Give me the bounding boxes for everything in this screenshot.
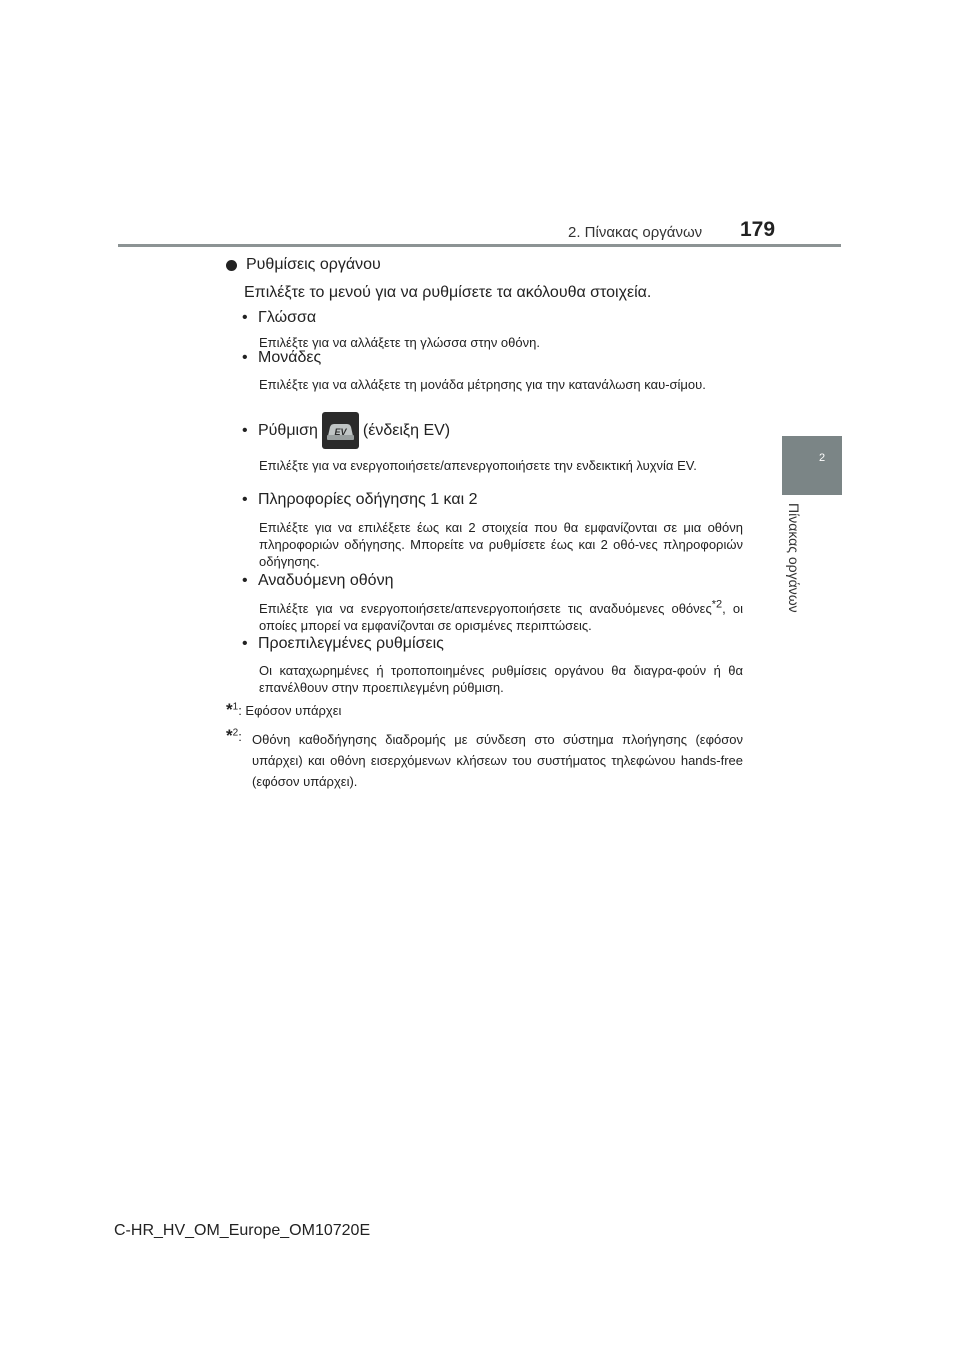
list-item <box>242 349 321 367</box>
footnote-number: 1 <box>232 701 239 713</box>
item-description: Επιλέξτε για να ενεργοποιήσετε/απενεργοποιήσετε την ενδεικτική λυχνία EV. <box>259 458 697 473</box>
item-title: Πληροφορίες οδήγησης 1 και 2 <box>258 491 478 508</box>
ev-indicator-icon <box>322 412 359 449</box>
item-description: Επιλέξτε για να αλλάξετε τη γλώσσα στην οθόνη. <box>259 335 540 350</box>
bullet-mark: • <box>242 309 248 326</box>
svg-text:EV: EV <box>334 427 347 437</box>
footnote-mark: * <box>226 726 233 745</box>
list-item <box>242 491 478 509</box>
list-item <box>242 635 444 653</box>
item-title: Αναδυόμενη οθόνη <box>258 572 394 589</box>
footnote-marker: *$^2$: <box>226 726 242 745</box>
bullet-mark: • <box>242 491 248 508</box>
footnote-text: : Εφόσον υπάρχει <box>238 703 342 718</box>
item-title: Προεπιλεγμένες ρυθμίσεις <box>258 635 444 652</box>
page-number: 179 <box>740 218 776 241</box>
list-item <box>242 572 393 590</box>
item-description: Οι καταχωρημένες ή τροποποιημένες ρυθμίσεις οργάνου θα διαγρα-φούν ή θα επανέλθουν στην προεπιλεγμένη ρύθμιση. <box>259 663 743 695</box>
round-bullet-icon <box>226 260 237 271</box>
item-description: Επιλέξτε για να επιλέξετε έως και 2 στοιχεία που θα εμφανίζονται σε μια οθόνη πληροφοριών οδήγησης. Μπορείτε να ρυθμίσετε έως και 2 οθό-νες πληροφοριών οδήγησης. <box>259 520 743 569</box>
section-heading <box>226 256 381 274</box>
footnote-mark: * <box>226 700 233 719</box>
header-rule <box>118 244 841 247</box>
bullet-mark: • <box>242 349 248 366</box>
bullet-mark: • <box>242 635 248 652</box>
desc-part: Επιλέξτε για να ενεργοποιήσετε/απενεργοποιήσετε τις αναδυόμενες οθόνες <box>259 601 712 616</box>
chapter-title-vertical <box>786 503 802 623</box>
item-description <box>259 600 743 634</box>
intro-text: Επιλέξτε το μενού για να ρυθμίσετε τα ακόλουθα στοιχεία. <box>244 284 652 301</box>
bullet-mark: • <box>242 572 248 589</box>
item-title-post: (ένδειξη EV) <box>362 421 451 439</box>
chapter-tab <box>782 436 842 495</box>
footnote-text: Οθόνη καθοδήγησης διαδρομής με σύνδεση στο σύστημα πλοήγησης (εφόσον υπάρχει) και οθόνη εισερχόμενων κλήσεων του συστήματος τηλεφώνου hands-free (εφόσον υπάρχει). <box>252 732 743 789</box>
document-code: C-HR_HV_OM_Europe_OM10720E <box>114 1222 371 1239</box>
footnote-number: 2 <box>232 727 239 739</box>
item-title: Μονάδες <box>258 349 322 366</box>
chapter-number: 2 <box>818 452 826 464</box>
list-item <box>242 309 316 327</box>
bullet-mark: • <box>242 421 248 439</box>
footnote-ref: *2 <box>711 598 723 611</box>
section-title: 2. Πίνακας οργάνων <box>568 224 703 241</box>
item-title-pre: Ρύθμιση <box>258 421 318 439</box>
footnote <box>226 700 341 720</box>
heading-text: Ρυθμίσεις οργάνου <box>246 256 381 273</box>
list-item <box>242 412 450 449</box>
desc-part: , οι οποίες μπορεί να εμφανίζονται σε ορισμένες περιπτώσεις. <box>259 601 743 633</box>
item-description: Επιλέξτε για να αλλάξετε τη μονάδα μέτρησης για την κατανάλωση καυ-σίμου. <box>259 377 706 392</box>
chapter-title: Πίνακας οργάνων <box>786 503 802 613</box>
item-title: Γλώσσα <box>258 309 317 326</box>
